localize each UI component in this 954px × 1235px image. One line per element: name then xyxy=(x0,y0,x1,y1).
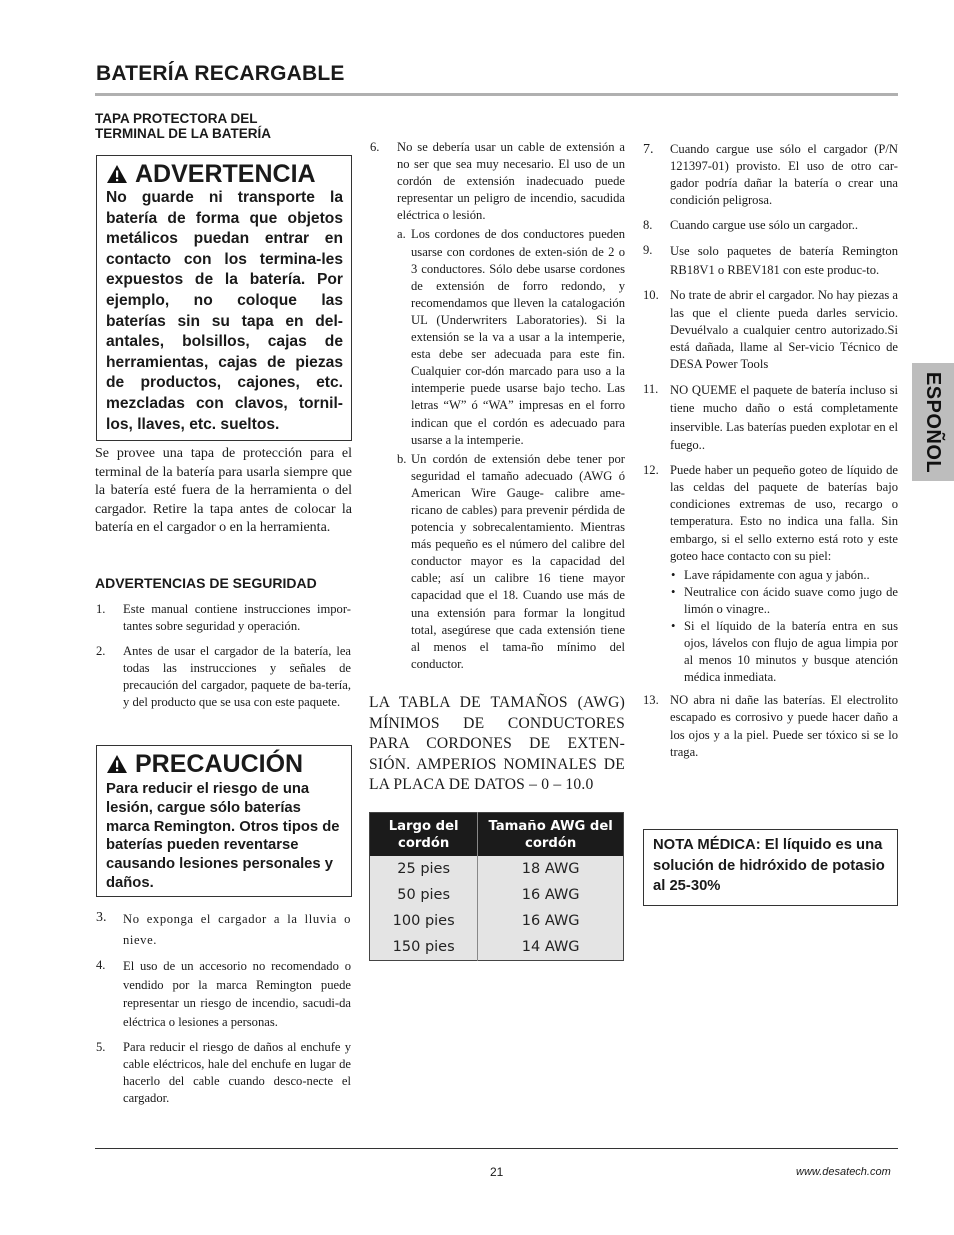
table-cell: 16 AWG xyxy=(478,882,624,908)
warning-text: No guarde ni transporte la batería de forma que objetos metálicos puedan entrar en contacto con los termina-les expuestos de la batería. Por ejemplo, no coloque las baterías sin su tapa en del-antales, bolsillos, cajas de herramientas, cajas de piezas de productos, cajones, etc. mezcladas con clavos, tornil-los, llaves, etc. sueltos. xyxy=(106,189,343,433)
website-link: www.desatech.com xyxy=(796,1166,891,1178)
item-number: 11. xyxy=(643,381,659,396)
list-item xyxy=(642,141,898,209)
item-text: No trate de abrir el cargador. No hay piezas a las que el cliente pueda darles servicio. Devuélvalo a cualquier centro autorizado.Si está dañada, llame al Ser-vicio Técnico de DESA Power Tools xyxy=(670,288,898,371)
item-text: Cuando cargue use sólo el cargador (P/N 121397-01) provisto. El uso de otro car-gador podría dañar la batería o crear una condición peligrosa. xyxy=(670,142,898,208)
list-item xyxy=(95,957,351,1031)
list-item xyxy=(642,381,898,454)
item-text: Este manual contiene instrucciones impor-tantes sobre seguridad y operación. xyxy=(123,602,351,634)
language-tab xyxy=(912,363,954,481)
table-heading: LA TABLA DE TAMAÑOS (AWG) MÍNIMOS DE CONDUCTORES PARA CORDONES DE EXTEN-SIÓN. AMPERIOS NOMINALES DE LA PLACA DE DATOS – 0 – 10.0 xyxy=(369,694,625,793)
table-row xyxy=(370,908,624,934)
page-number: 21 xyxy=(490,1165,504,1179)
sub-item-letter: b. xyxy=(397,451,407,466)
item-number: 2. xyxy=(96,644,106,659)
charger-list xyxy=(642,141,898,769)
cap-heading xyxy=(95,111,352,141)
warning-header xyxy=(106,160,343,188)
sub-list-item xyxy=(397,226,625,448)
item-text: NO QUEME el paquete de batería incluso si tiene mucho daño o está completamente inservible. Las baterías pueden explotar en el fuego.. xyxy=(670,382,898,452)
list-item xyxy=(95,909,351,951)
caution-box xyxy=(96,745,352,897)
cap-heading-line-1: TAPA PROTECTORA DEL xyxy=(95,111,258,126)
item-number: 13. xyxy=(643,693,659,708)
item-number: 12. xyxy=(643,463,659,478)
sub-item-letter: a. xyxy=(397,227,406,242)
item-text: Puede haber un pequeño goteo de líquido de las celdas del paquete de baterías bajo condiciones extremas de uso, recargo o temperatura. Esto no indica una falla. Sin embargo, si el sello externo está roto y este goteo hace contacto con su piel: xyxy=(670,463,898,563)
table-cell: 25 pies xyxy=(370,856,478,882)
safety-list-a xyxy=(95,601,351,720)
list-item xyxy=(95,1039,351,1107)
bullet-text: Neutralice con ácido suave como jugo de limón o vinagre.. xyxy=(684,584,898,616)
title-divider xyxy=(95,93,898,96)
bullet-text: Lave rápidamente con agua y jabón.. xyxy=(684,567,870,582)
list-item xyxy=(642,242,898,279)
medical-note: NOTA MÉDICA: El líquido es una solución de hidróxido de potasio al 25-30% xyxy=(643,829,898,906)
bullet-dot-icon: • xyxy=(671,567,676,582)
caution-header xyxy=(106,750,343,778)
item-text: El uso de un accesorio no recomendado o vendido por la marca Remington puede representar un riesgo de incendio, sacudi-da eléctrica o lesiones a personas. xyxy=(123,959,351,1029)
bullet-dot-icon: • xyxy=(671,618,676,633)
item-text: No exponga el cargador a la lluvia o nieve. xyxy=(123,912,351,947)
table-cell: 150 pies xyxy=(370,934,478,961)
caution-text: Para reducir el riesgo de una lesión, cargue sólo baterías marca Remington. Otros tipos de baterías pueden reventarse causando lesiones personales y daños. xyxy=(106,781,340,891)
column-header: Largo del cordón xyxy=(370,813,478,857)
safety-heading: ADVERTENCIAS DE SEGURIDAD xyxy=(95,575,317,591)
item-text: Antes de usar el cargador de la batería, lea todas las instrucciones y señales de precaución del cargador, paquete de ba-tería, y del producto que se usa con este paquete. xyxy=(123,644,351,710)
item-text: Use solo paquetes de batería Remington RB18V1 o RBEV181 con este produc-to. xyxy=(670,244,898,277)
item-text: No se debería usar un cable de extensión a no ser que sea muy necesario. El uso de un cordón de extensión inadecuado puede representar un peligro de incendio, sacudida eléctrica o lesión. xyxy=(397,140,625,223)
caution-title: PRECAUCIÓN xyxy=(135,750,304,778)
item-number: 4. xyxy=(96,958,106,972)
list-item xyxy=(95,643,351,711)
table-header-row xyxy=(370,813,624,857)
sub-item-text: Los cordones de dos conductores pueden usarse con cordones de exten-sión de 2 o 3 conductores. Sólo debe usarse cordones de extensión de forro redondo, y recomendamos que lleven la catalogación UL (Underwriters Laboratories). Si la extensión se la va a usar a la intemperie, esta debe ser adecuada para este fin. Cualquier cor-dón marcado para uso a la intemperie puede usarse bajo techo. Las letras “W” ó “WA” impresas en el forro indican que el cordón es adecuado para usarse a la intemperie. xyxy=(411,227,625,447)
language-tab-label: ESPOÑOL xyxy=(922,371,945,473)
bullet-list xyxy=(642,567,898,687)
item-text: Para reducir el riesgo de daños al enchufe y cable eléctricos, hale del enchufe en lugar de hacerlo del cable cuando desco-necte el cargador. xyxy=(123,1040,351,1106)
table-cell: 18 AWG xyxy=(478,856,624,882)
item-number: 7. xyxy=(643,142,654,157)
item-text: Cuando cargue use sólo un cargador.. xyxy=(670,218,859,233)
item-number: 6. xyxy=(370,140,380,154)
item-number: 9. xyxy=(643,243,653,258)
list-item xyxy=(642,462,898,565)
item-number: 1. xyxy=(96,602,106,616)
list-item xyxy=(369,139,625,673)
bullet-text: Si el líquido de la batería entra en sus ojos, lávelos con flujo de agua limpia por al menos 10 minutos y busque atención médica inmediata. xyxy=(684,618,898,685)
cap-heading-line-2: TERMINAL DE LA BATERÍA xyxy=(95,126,271,141)
bullet-item xyxy=(670,567,898,584)
bullet-item xyxy=(670,618,898,686)
item-number: 5. xyxy=(96,1040,106,1054)
page-title: BATERÍA RECARGABLE xyxy=(96,62,345,85)
item-number: 3. xyxy=(96,910,107,925)
list-item xyxy=(95,601,351,635)
safety-list-b xyxy=(95,909,351,1115)
list-item xyxy=(642,692,898,760)
table-cell: 50 pies xyxy=(370,882,478,908)
list-item xyxy=(642,217,898,234)
warning-triangle-icon xyxy=(106,164,128,184)
sub-list-item xyxy=(397,451,625,673)
table-cell: 16 AWG xyxy=(478,908,624,934)
warning-box xyxy=(96,155,352,441)
warning-triangle-icon xyxy=(106,754,128,774)
table-cell: 14 AWG xyxy=(478,934,624,961)
table-row xyxy=(370,856,624,882)
list-item xyxy=(642,287,898,372)
table-row xyxy=(370,882,624,908)
warning-title: ADVERTENCIA xyxy=(135,160,316,188)
item-number: 8. xyxy=(643,218,653,233)
bullet-dot-icon: • xyxy=(671,584,676,599)
bullet-item xyxy=(670,584,898,618)
table-row xyxy=(370,934,624,961)
awg-table xyxy=(369,812,624,961)
extension-cord-item xyxy=(369,139,625,681)
sub-item-text: Un cordón de extensión debe tener por seguridad el tamaño adecuado (AWG ó American Wire Gauge- calibre ame-ricano de cables) para prevenir pérdida de potencia y sobrecalentamiento. Mientras más pequeño es el número del calibre del conductor mayor es la capacidad del cable; así un calibre 16 tiene mayor capacidad que el 18. Cuando use más de una extensión para formar la longitud total, asegúrese que cada extensión tiene al menos el tama-ño mínimo del conductor. xyxy=(411,451,625,671)
column-header: Tamaño AWG del cordón xyxy=(478,813,624,857)
item-text: NO abra ni dañe las baterías. El electrolito escapado es corrosivo y puede hacer daño a los ojos y a la piel. Puede ser tóxico si se lo traga. xyxy=(670,693,898,759)
item-number: 10. xyxy=(643,288,659,303)
table-cell: 100 pies xyxy=(370,908,478,934)
footer-divider xyxy=(95,1148,898,1149)
cap-paragraph: Se provee una tapa de protección para el terminal de la batería para usarla siempre que la batería esté fuera de la herramienta o del cargador. Retire la tapa antes de colocar la batería en el cargador o en la herramienta. xyxy=(95,446,352,535)
